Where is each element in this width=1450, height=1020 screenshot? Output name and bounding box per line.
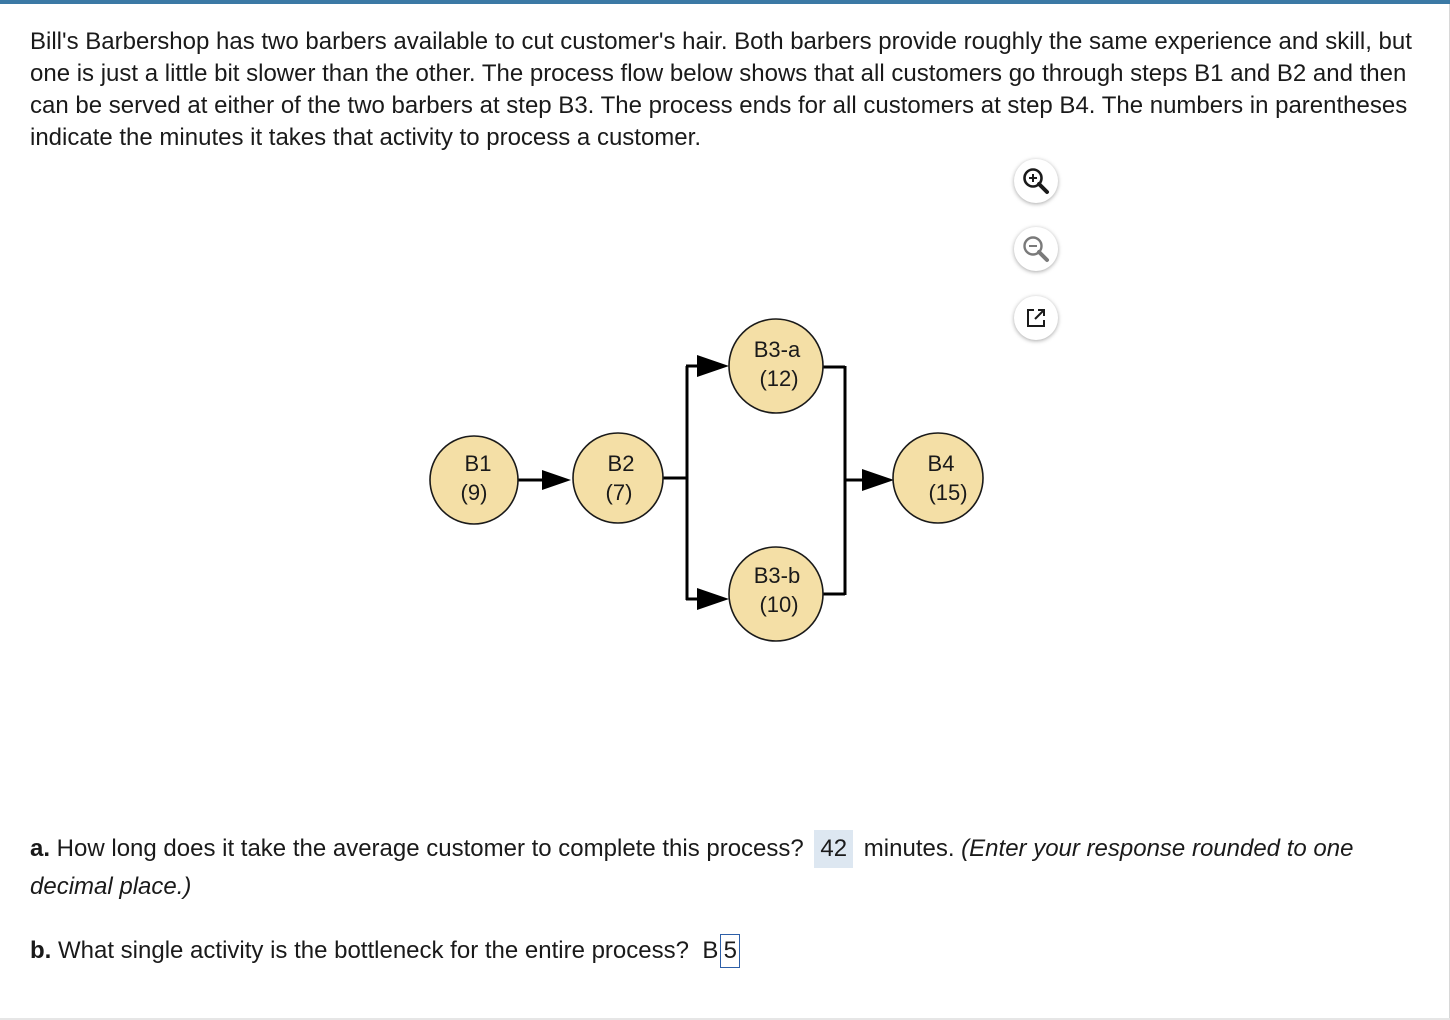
question-b [30, 932, 740, 970]
node-b1-time: (9) [460, 480, 488, 505]
node-b3a-time: (12) [759, 366, 799, 391]
popout-icon [1023, 305, 1049, 331]
zoom-in-button[interactable] [1014, 159, 1058, 203]
answer-a-field[interactable]: 42 [814, 830, 853, 868]
node-b3a-label: B3-a [753, 337, 801, 362]
answer-b-prefix: B [702, 937, 719, 964]
node-b1-label: B1 [464, 451, 492, 476]
node-b4-time: (15) [928, 480, 968, 505]
node-b3a [729, 319, 823, 413]
node-b2-label: B2 [607, 451, 635, 476]
question-a-suffix: minutes. [857, 835, 962, 862]
node-b3b [729, 547, 823, 641]
zoom-in-icon [1021, 166, 1051, 196]
question-a-hint: (Enter your response rounded to one decimal place.) [30, 835, 1354, 900]
node-b3b-label: B3-b [753, 563, 801, 588]
node-b4 [893, 433, 983, 523]
answer-b-field[interactable]: 5 [720, 934, 740, 968]
node-b4-label: B4 [927, 451, 955, 476]
node-b3b-time: (10) [759, 592, 799, 617]
problem-intro: Bill's Barbershop has two barbers available to cut customer's hair. Both barbers provide roughly the same experience and skill, but one is just a little bit slower than the other. The process flow below shows that all customers go through steps B1 and B2 and then can be served at either of the two barbers at step B3. The process ends for all customers at step B4. The numbers in parentheses indicate the minutes it takes that activity to process a customer. [30, 28, 1412, 151]
arrow-to-b3a [697, 355, 729, 377]
node-b2 [573, 433, 663, 523]
question-a [30, 830, 1420, 906]
arrow-to-b3b [697, 588, 729, 610]
popout-button[interactable] [1014, 296, 1058, 340]
question-b-text: What single activity is the bottleneck for the entire process? [51, 937, 689, 964]
arrow-to-b4 [862, 469, 894, 491]
node-b1 [430, 436, 518, 524]
node-b2-time: (7) [605, 480, 633, 505]
arrow-b1-b2 [542, 470, 571, 490]
zoom-out-button[interactable] [1014, 227, 1058, 271]
question-b-prefix: b. [30, 937, 52, 964]
question-a-prefix: a. [30, 835, 51, 862]
question-a-text: How long does it take the average customer to complete this process? [50, 835, 804, 862]
zoom-out-icon [1021, 234, 1051, 264]
